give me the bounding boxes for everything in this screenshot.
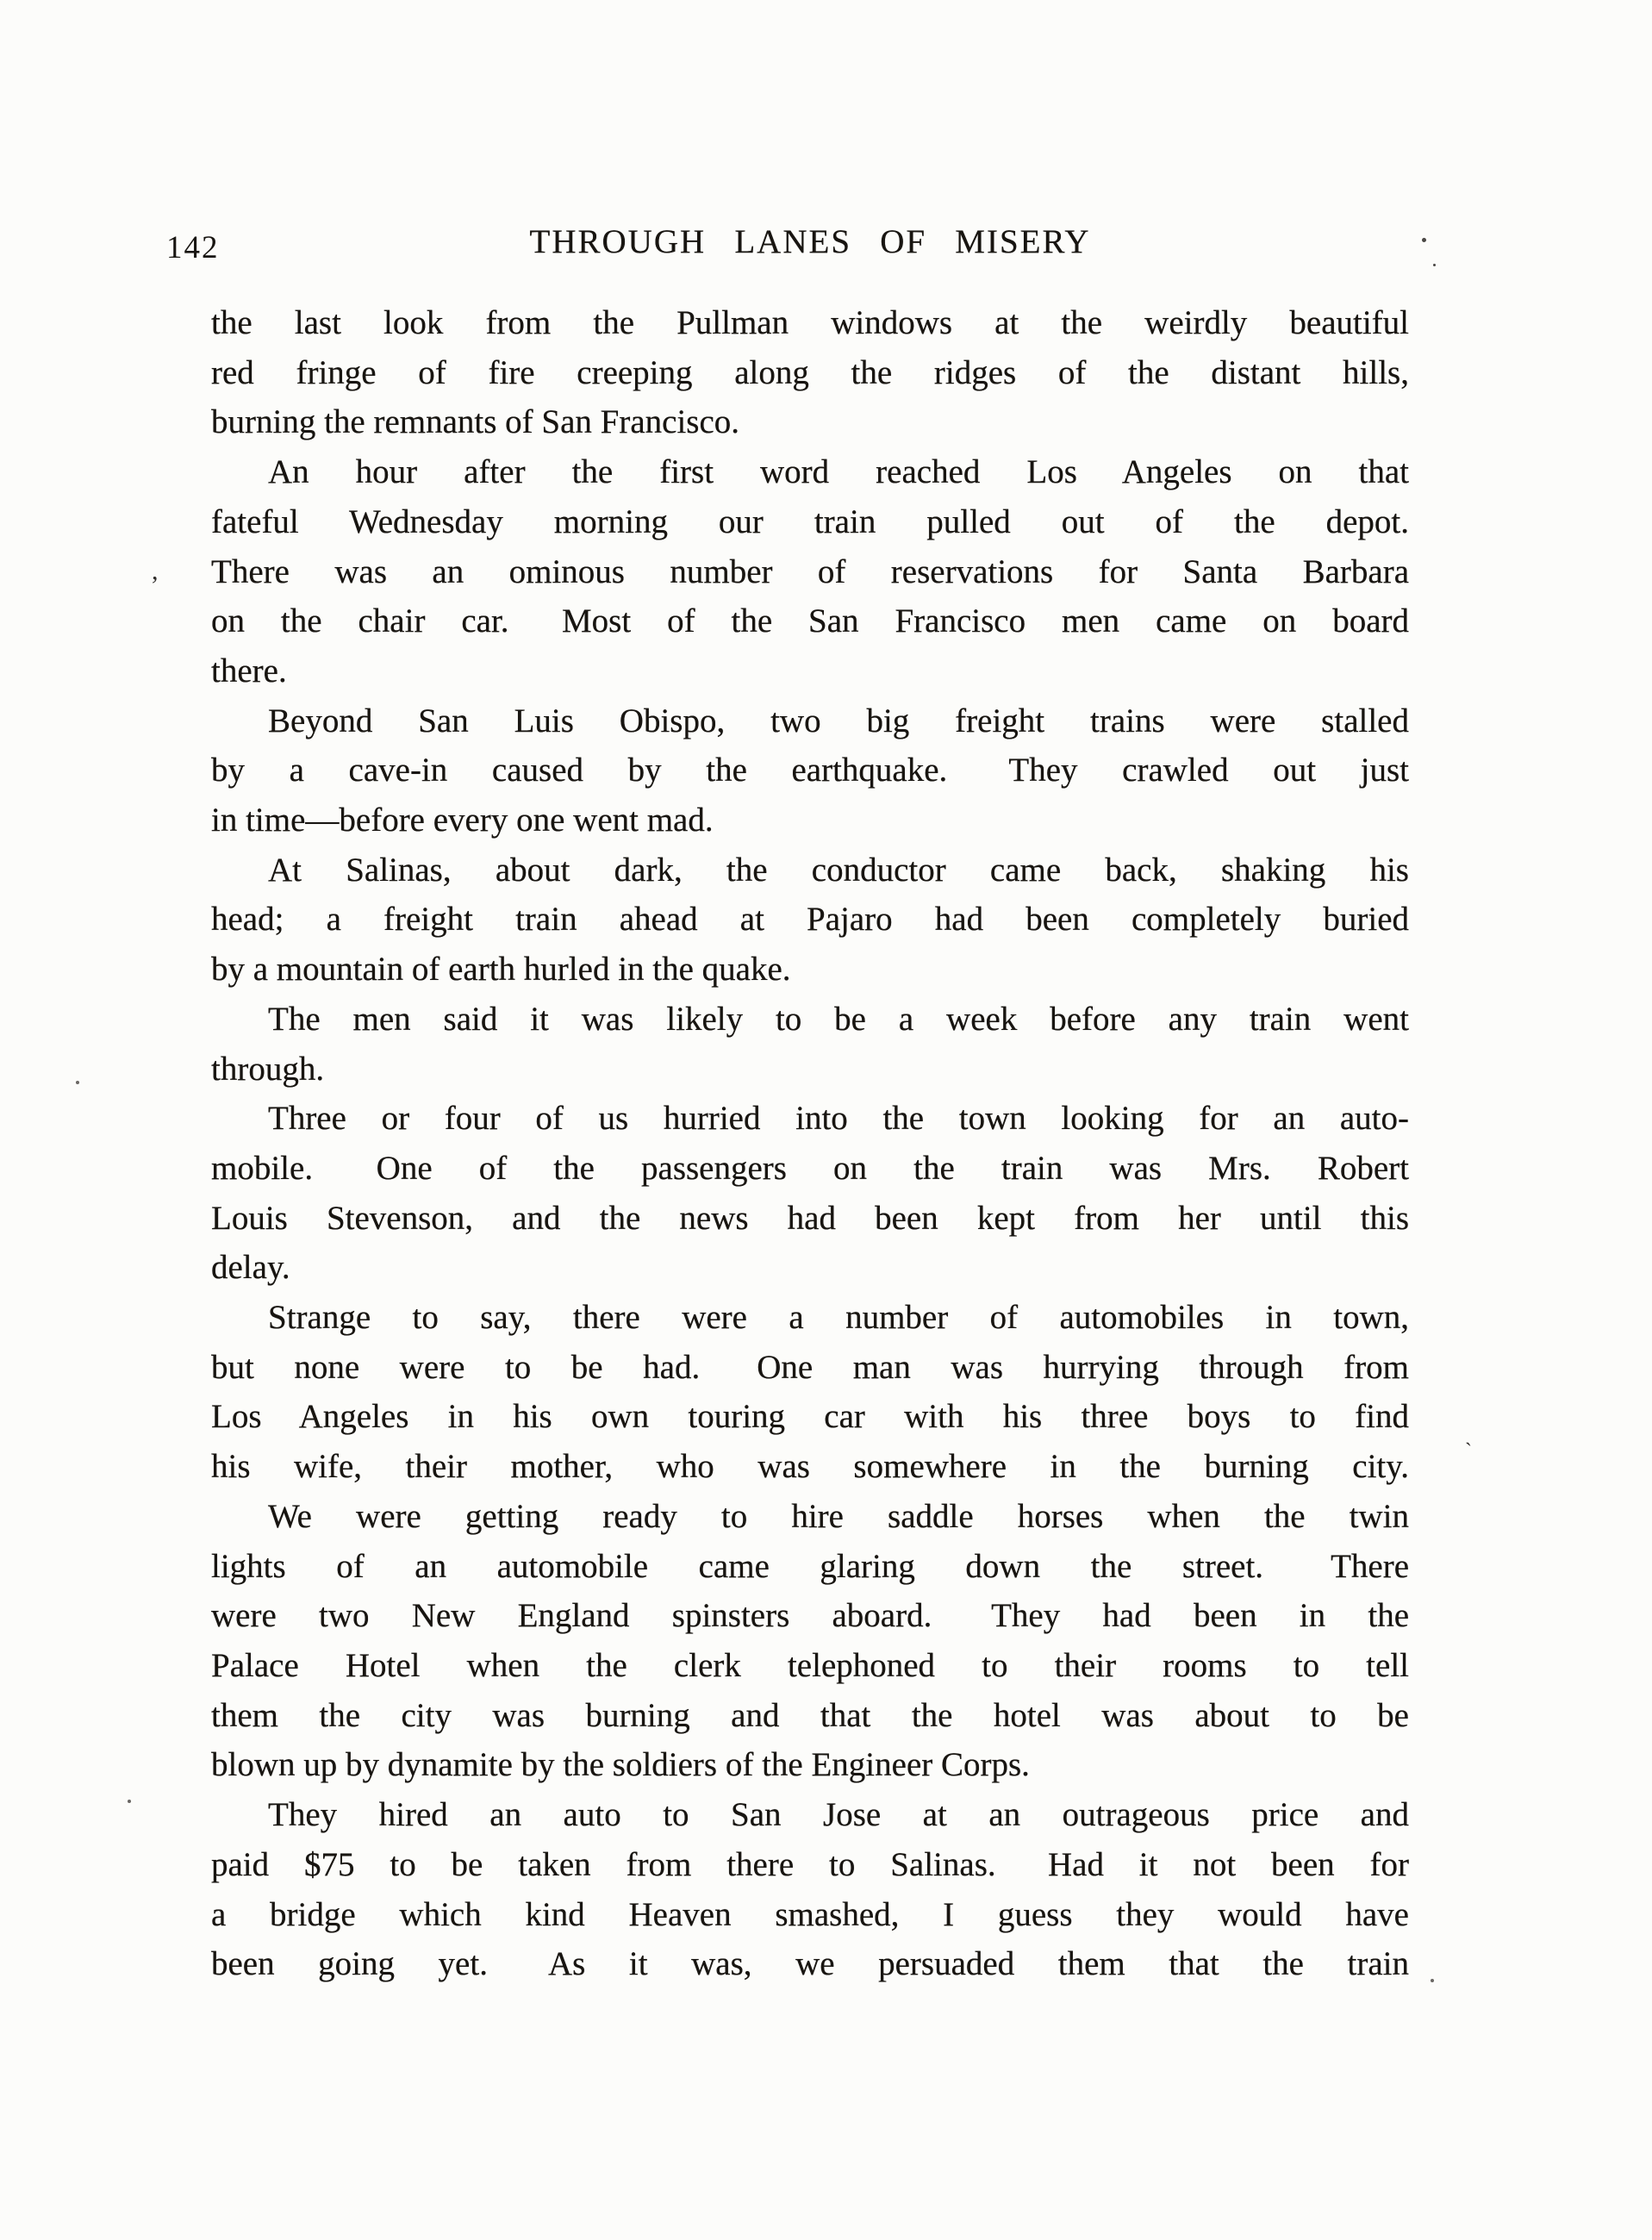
text-line: them the city was burning and that the hotel was about to be [211,1696,1409,1734]
scan-speck [128,1800,131,1803]
text-line: An hour after the first word reached Los Angeles on that [268,453,1409,491]
text-line: The men said it was likely to be a week before any train went [268,1000,1409,1038]
text-line: red fringe of fire creeping along the ridges of the distant hills, [211,353,1409,391]
text-line: Louis Stevenson, and the news had been kept from her until this [211,1199,1409,1237]
scan-speck [76,1081,79,1084]
paragraph [211,1293,1409,1492]
text-line: Strange to say, there were a number of automobiles in town, [268,1299,1409,1337]
text-line: his wife, their mother, who was somewhere in the burning city. [211,1448,1409,1486]
running-head-title: THROUGH LANES OF MISERY [529,223,1091,260]
scan-speck [1433,264,1436,266]
text-line: There was an ominous number of reservations for Santa Barbara [211,552,1409,590]
text-line: We were getting ready to hire saddle horses when the twin [268,1497,1409,1535]
text-line: by a cave-in caused by the earthquake. They crawled out just [211,752,1409,789]
paragraph [211,298,1409,447]
text-line: there. [211,652,287,689]
text-line: burning the remnants of San Francisco. [211,403,740,441]
text-line: through. [211,1050,325,1088]
text-line: in time—before every one went mad. [211,802,714,839]
paragraph [211,845,1409,995]
text-line: on the chair car. Most of the San Francisco men came on board [211,602,1409,640]
running-header [166,222,1409,265]
text-line: Three or four of us hurried into the town looking for an auto- [268,1100,1409,1138]
text-line: lights of an automobile came glaring down the street. There [211,1547,1409,1585]
scan-speck: , [152,557,159,585]
page-number: 142 [166,230,220,265]
text-line: head; a freight train ahead at Pajaro had been completely buried [211,901,1409,939]
paragraph [211,1094,1409,1293]
text-line: Palace Hotel when the clerk telephoned to their rooms to tell [211,1646,1409,1684]
text-line: by a mountain of earth hurled in the quake. [211,951,791,989]
page-body [211,298,1409,1989]
paragraph [211,447,1409,696]
scan-speck: ˋ [1465,1440,1472,1463]
paragraph [211,995,1409,1094]
text-line: but none were to be had. One man was hurrying through from [211,1348,1409,1386]
text-line: mobile. One of the passengers on the train was Mrs. Robert [211,1149,1409,1187]
text-line: They hired an auto to San Jose at an outrageous price and [268,1796,1409,1834]
text-line: delay. [211,1249,290,1287]
text-line: a bridge which kind Heaven smashed, I guess they would have [211,1895,1409,1933]
text-line: Los Angeles in his own touring car with his three boys to find [211,1398,1409,1436]
scan-speck [1431,1979,1434,1982]
scan-speck [1422,238,1426,242]
text-line: fateful Wednesday morning our train pulled out of the depot. [211,502,1409,540]
text-line: were two New England spinsters aboard. They had been in the [211,1597,1409,1635]
text-line: Beyond San Luis Obispo, two big freight trains were stalled [268,702,1409,739]
paragraph [211,1790,1409,1989]
text-line: At Salinas, about dark, the conductor came back, shaking his [268,851,1409,889]
text-line: paid $75 to be taken from there to Salinas. Had it not been for [211,1845,1409,1883]
paragraph [211,1492,1409,1790]
text-line: been going yet. As it was, we persuaded them that the train [211,1945,1409,1983]
text-line: the last look from the Pullman windows at the weirdly beautiful [211,304,1409,341]
text-line: blown up by dynamite by the soldiers of the Engineer Corps. [211,1746,1030,1784]
paragraph [211,696,1409,845]
